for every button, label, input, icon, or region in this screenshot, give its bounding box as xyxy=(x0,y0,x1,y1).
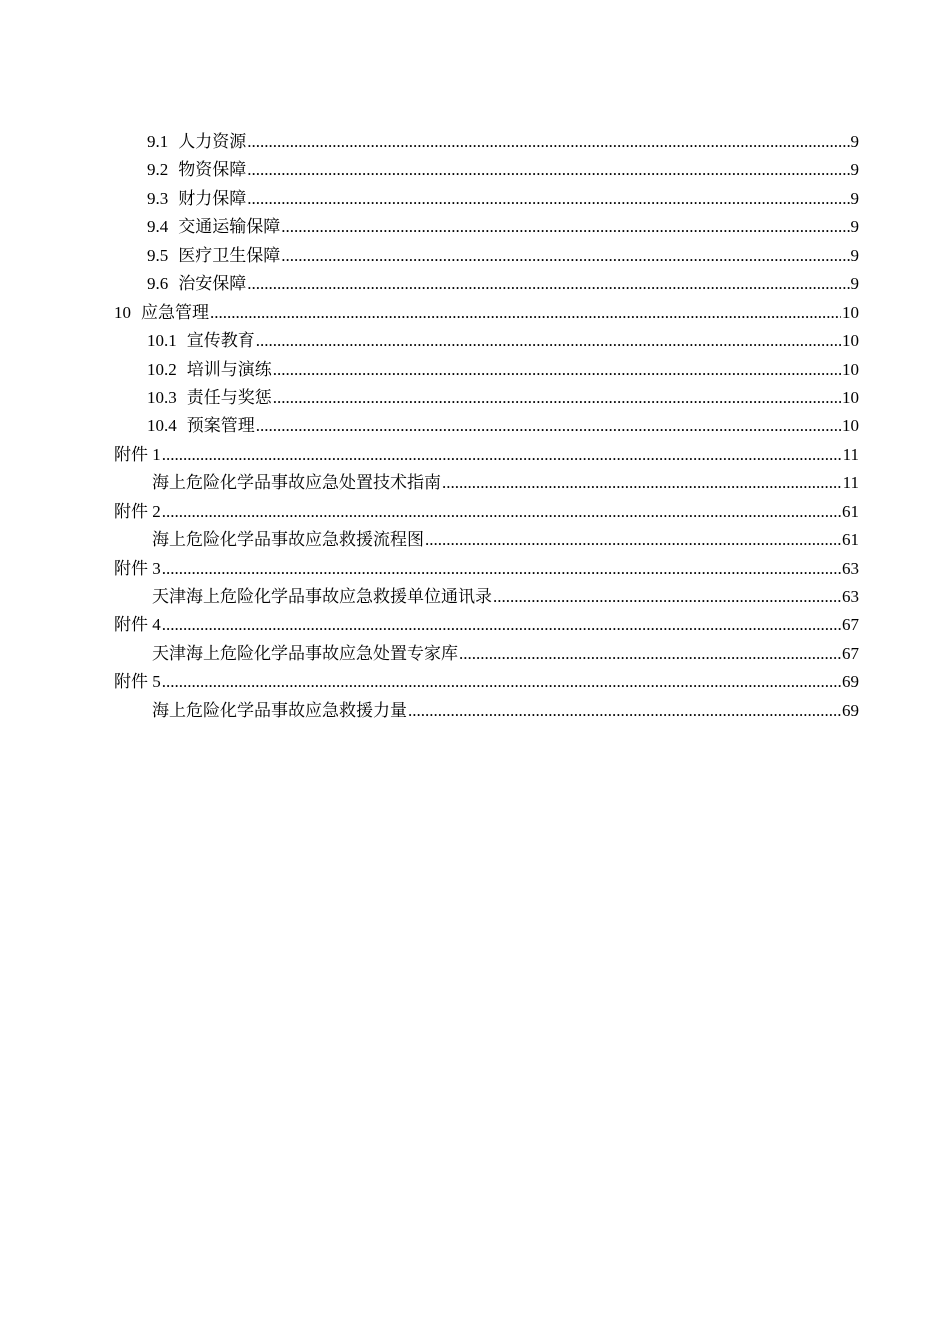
toc-entry-title: 物资保障 xyxy=(178,160,247,180)
toc-entry-page: 10 xyxy=(842,331,859,351)
toc-leader-dots xyxy=(459,640,841,668)
toc-entry-page: 10 xyxy=(842,416,859,436)
toc-entry-9-3[interactable] xyxy=(114,185,859,213)
toc-leader-dots xyxy=(162,555,841,583)
toc-entry-9-6[interactable] xyxy=(114,270,859,298)
toc-entry-number: 10.4 xyxy=(147,416,177,436)
toc-entry-number: 9.4 xyxy=(147,217,169,237)
toc-entry-number: 9.3 xyxy=(147,188,169,208)
toc-entry-page: 11 xyxy=(842,473,859,493)
toc-entry-title: 宣传教育 xyxy=(186,331,255,351)
toc-leader-dots xyxy=(162,498,841,526)
toc-entry-title: 人力资源 xyxy=(178,132,247,151)
toc-entry-title: 医疗卫生保障 xyxy=(178,245,281,265)
toc-entry-9-5[interactable] xyxy=(114,242,859,270)
toc-entry-number: 10.3 xyxy=(147,387,177,407)
toc-entry-number: 9.5 xyxy=(147,245,169,265)
toc-leader-dots xyxy=(273,356,841,384)
toc-entry-page: 61 xyxy=(842,530,859,550)
toc-entry-page: 10 xyxy=(842,359,859,379)
toc-entry-page: 9 xyxy=(850,274,859,294)
toc-leader-dots xyxy=(247,128,849,156)
toc-entry-appendix-3-title[interactable] xyxy=(114,583,859,611)
toc-entry-9-2[interactable] xyxy=(114,156,859,184)
toc-leader-dots xyxy=(256,412,841,440)
toc-entry-appendix-1[interactable] xyxy=(114,441,859,469)
toc-entry-appendix-2-title[interactable] xyxy=(114,526,859,554)
toc-entry-page: 9 xyxy=(850,245,859,265)
toc-entry-title: 附件 3 xyxy=(114,558,161,578)
toc-entry-number: 10 xyxy=(114,302,131,322)
toc-entry-title: 附件 2 xyxy=(114,501,161,521)
toc-entry-10-2[interactable] xyxy=(114,356,859,384)
toc-entry-page: 61 xyxy=(842,501,859,521)
toc-entry-title: 财力保障 xyxy=(178,188,247,208)
toc-entry-title: 培训与演练 xyxy=(186,359,272,379)
toc-entry-title: 附件 5 xyxy=(114,672,161,692)
toc-entry-page: 63 xyxy=(842,587,859,606)
toc-leader-dots xyxy=(162,611,841,639)
toc-leader-dots xyxy=(247,185,849,213)
toc-entry-number: 10.1 xyxy=(147,331,177,351)
toc-entry-page: 67 xyxy=(842,643,859,663)
toc-entry-10-1[interactable] xyxy=(114,327,859,355)
toc-entry-appendix-3[interactable] xyxy=(114,555,859,583)
toc-entry-title: 责任与奖惩 xyxy=(186,387,272,407)
toc-entry-number: 9.2 xyxy=(147,160,169,180)
toc-entry-9-4[interactable] xyxy=(114,213,859,241)
toc-entry-title: 附件 1 xyxy=(114,444,161,464)
toc-entry-appendix-5-title[interactable] xyxy=(114,697,859,725)
toc-leader-dots xyxy=(408,697,841,725)
toc-leader-dots xyxy=(425,526,841,554)
toc-leader-dots xyxy=(210,299,841,327)
toc-entry-appendix-1-title[interactable] xyxy=(114,469,859,497)
toc-entry-title: 海上危险化学品事故应急救援流程图 xyxy=(152,530,424,550)
toc-entry-title: 附件 4 xyxy=(114,615,161,635)
toc-entry-title: 海上危险化学品事故应急处置技术指南 xyxy=(152,473,441,493)
toc-entry-title: 海上危险化学品事故应急救援力量 xyxy=(152,700,407,720)
toc-leader-dots xyxy=(247,156,849,184)
table-of-contents xyxy=(114,128,859,725)
toc-entry-title: 治安保障 xyxy=(178,274,247,294)
toc-leader-dots xyxy=(247,270,849,298)
toc-entry-number: 10.2 xyxy=(147,359,177,379)
toc-entry-10-3[interactable] xyxy=(114,384,859,412)
toc-leader-dots xyxy=(281,213,849,241)
toc-entry-page: 9 xyxy=(850,217,859,237)
toc-leader-dots xyxy=(281,242,849,270)
toc-entry-number: 9.1 xyxy=(147,132,169,151)
toc-entry-page: 67 xyxy=(842,615,859,635)
toc-entry-title: 交通运输保障 xyxy=(178,217,281,237)
toc-entry-10-4[interactable] xyxy=(114,412,859,440)
toc-leader-dots xyxy=(442,469,842,497)
toc-entry-number: 9.6 xyxy=(147,274,169,294)
toc-entry-appendix-2[interactable] xyxy=(114,498,859,526)
toc-entry-page: 9 xyxy=(850,188,859,208)
toc-entry-page: 10 xyxy=(842,302,859,322)
toc-entry-title: 天津海上危险化学品事故应急处置专家库 xyxy=(152,643,458,663)
toc-entry-page: 63 xyxy=(842,558,859,578)
toc-leader-dots xyxy=(162,668,841,696)
toc-entry-10[interactable] xyxy=(114,299,859,327)
toc-entry-appendix-4-title[interactable] xyxy=(114,640,859,668)
toc-entry-page: 9 xyxy=(850,132,859,151)
toc-leader-dots xyxy=(162,441,842,469)
toc-entry-title: 天津海上危险化学品事故应急救援单位通讯录 xyxy=(152,587,492,606)
toc-entry-page: 9 xyxy=(850,160,859,180)
toc-entry-9-1[interactable] xyxy=(114,128,859,156)
toc-entry-appendix-4[interactable] xyxy=(114,611,859,639)
toc-leader-dots xyxy=(493,583,841,611)
toc-entry-page: 69 xyxy=(842,700,859,720)
toc-leader-dots xyxy=(273,384,841,412)
toc-entry-title: 预案管理 xyxy=(186,416,255,436)
toc-entry-page: 11 xyxy=(842,444,859,464)
toc-entry-page: 69 xyxy=(842,672,859,692)
toc-entry-appendix-5[interactable] xyxy=(114,668,859,696)
toc-leader-dots xyxy=(256,327,841,355)
toc-entry-title: 应急管理 xyxy=(141,302,209,322)
toc-entry-page: 10 xyxy=(842,387,859,407)
